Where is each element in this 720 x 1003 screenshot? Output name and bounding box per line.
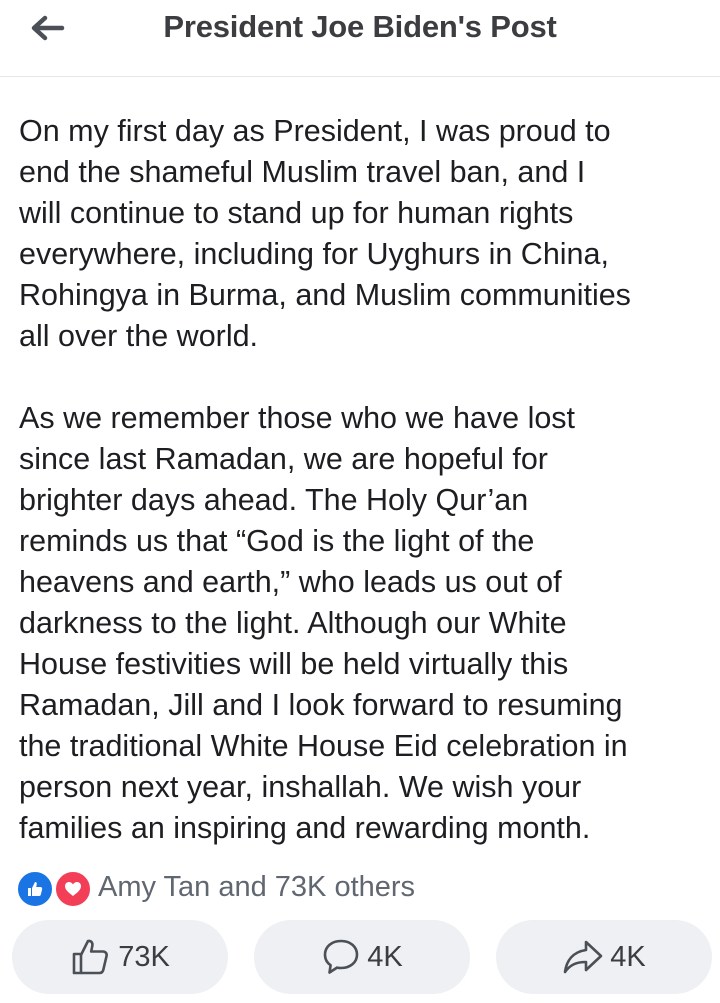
comment-icon [321,937,361,977]
action-bar [12,920,712,994]
post-text [19,111,709,849]
share-count: 4K [610,940,646,973]
reaction-summary-text: Amy Tan and 73K others [98,870,416,903]
like-count: 73K [118,940,170,973]
post-paragraph-2: As we remember those who we have lost since last Ramadan, we are hopeful for brighter days ahead. The Holy Qur’an reminds us that “God is the light of the heavens and earth,” who leads us out of darkness to the light. Although our White House festivities will be held virtually this Ramadan, Jill and I look forward to resuming the traditional White House Eid celebration in person next year, inshallah. We wish your families an inspiring and rewarding month. [19,401,628,845]
like-button[interactable] [12,920,228,994]
top-bar [0,0,720,77]
like-reaction-icon [16,870,54,908]
thumbs-up-icon [70,937,112,977]
reaction-summary[interactable] [16,867,415,907]
love-reaction-icon [54,870,92,908]
post-paragraph-1: On my first day as President, I was proud to end the shameful Muslim travel ban, and I will continue to stand up for human rights everywhere, including for Uyghurs in China, Rohingya in Burma, and Muslim communities all over the world. [19,114,631,353]
page-title: President Joe Biden's Post [163,9,557,44]
comment-button[interactable] [254,920,470,994]
share-button[interactable] [496,920,712,994]
reaction-icons [16,868,96,906]
share-icon [562,937,604,977]
comment-count: 4K [367,940,403,973]
